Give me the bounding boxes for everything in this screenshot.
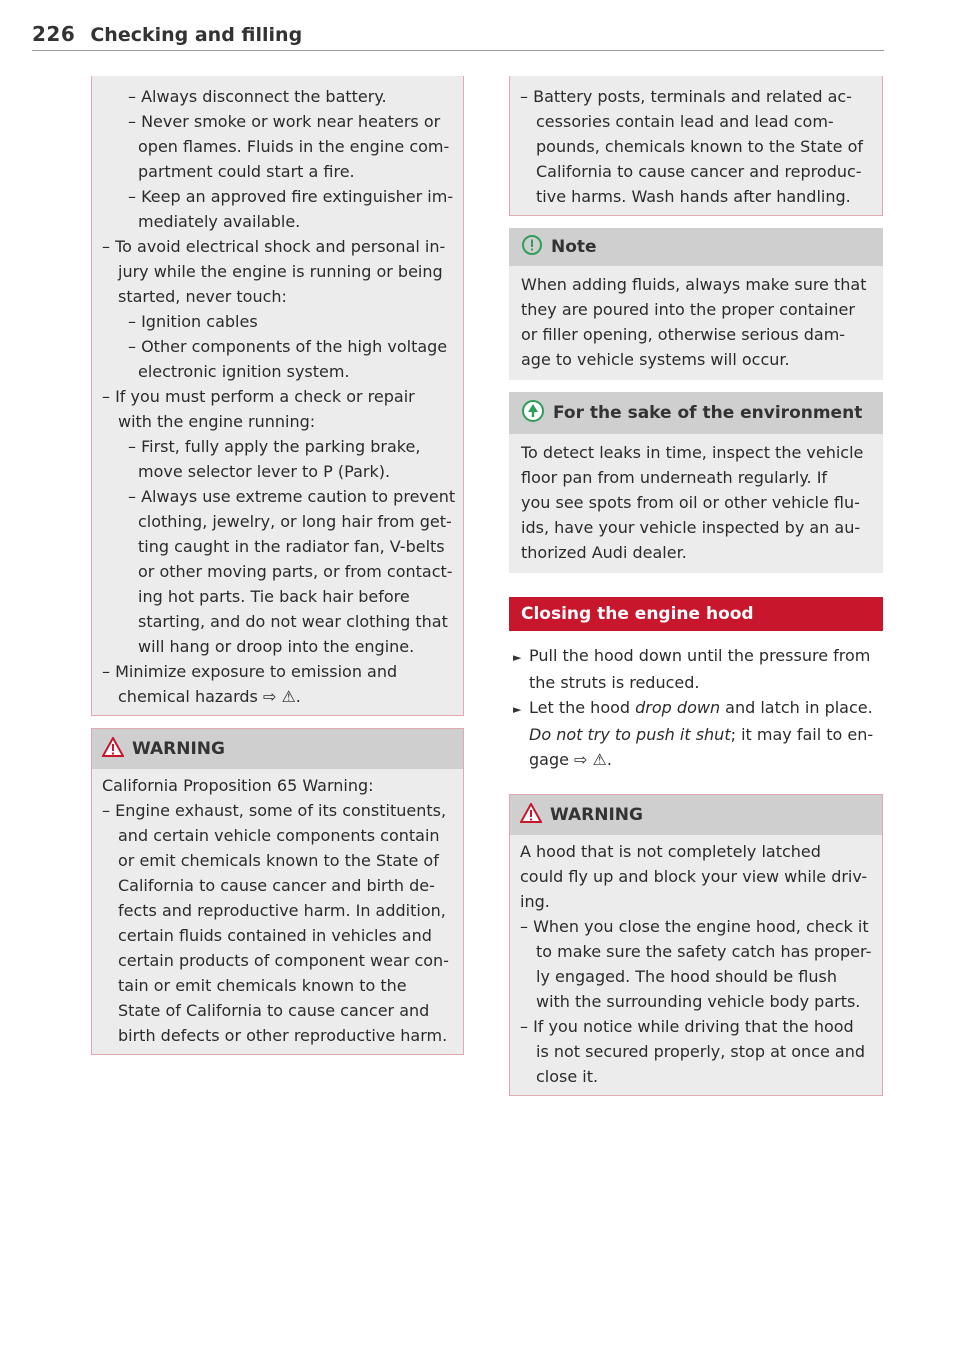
step-line: ► Let the hood drop down and latch in place.: [513, 695, 883, 722]
text-line: – Engine exhaust, some of its constituents,: [102, 801, 447, 820]
text-line: When adding fluids, always make sure that: [521, 275, 867, 294]
text-line: certain fluids contained in vehicles and: [118, 926, 432, 945]
text-line: with the engine running:: [118, 412, 316, 431]
text-line: thorized Audi dealer.: [521, 543, 687, 562]
page-number: 226: [32, 22, 76, 46]
text-line: – When you close the engine hood, check it: [520, 917, 869, 936]
hood-warning-box: [509, 794, 883, 1096]
closing-hood-heading: Closing the engine hood: [509, 597, 883, 631]
text-line: ing hot parts. Tie back hair before: [138, 587, 410, 606]
warning-body: [92, 769, 463, 1054]
note-block: [509, 228, 883, 380]
text-line: – Ignition cables: [128, 312, 258, 331]
warning-triangle-icon: [520, 803, 542, 828]
warning-title: WARNING: [132, 739, 225, 759]
warning-header: [510, 795, 882, 835]
text-line: move selector lever to P (Park).: [138, 462, 391, 481]
text-line: is not secured properly, stop at once and: [536, 1042, 865, 1061]
note-body: [509, 266, 883, 380]
text-line: – Battery posts, terminals and related ac-: [520, 87, 852, 106]
text-line: certain products of component wear con-: [118, 951, 449, 970]
text-line: and certain vehicle components contain: [118, 826, 440, 845]
text-line: floor pan from underneath regularly. If: [521, 468, 828, 487]
page-header: [32, 22, 884, 51]
text-line: – To avoid electrical shock and personal in-: [102, 237, 446, 256]
note-title: Note: [551, 237, 597, 257]
warning-header: [92, 729, 463, 769]
step-line: gage ⇨ ⚠.: [529, 750, 612, 769]
step-line: Do not try to push it shut; it may fail to en-: [529, 725, 874, 744]
right-column: [509, 76, 883, 1096]
text-line: – If you notice while driving that the hood: [520, 1017, 854, 1036]
tree-circle-icon: [521, 399, 545, 428]
text-line: or other moving parts, or from contact-: [138, 562, 453, 581]
triangle-arrow-icon: ►: [513, 651, 522, 664]
step-line: ► Pull the hood down until the pressure from: [513, 643, 883, 670]
text-line: ids, have your vehicle inspected by an au-: [521, 518, 861, 537]
warning-triangle-icon: [102, 737, 124, 762]
text-line: – If you must perform a check or repair: [102, 387, 415, 406]
text-line: electronic ignition system.: [138, 362, 350, 381]
text-line: chemical hazards ⇨ ⚠.: [118, 687, 301, 706]
text-line: tain or emit chemicals known to the: [118, 976, 407, 995]
safety-continued-box: [91, 76, 464, 716]
text-line: close it.: [536, 1067, 599, 1086]
environment-header: [509, 392, 883, 434]
text-line: California to cause cancer and birth de-: [118, 876, 435, 895]
text-line: to make sure the safety catch has proper-: [536, 942, 872, 961]
text-line: they are poured into the proper container: [521, 300, 855, 319]
left-column: [91, 76, 464, 1055]
warning-body: [510, 835, 882, 1095]
text-line: cessories contain lead and lead com-: [536, 112, 834, 131]
environment-body: [509, 434, 883, 573]
text-line: A hood that is not completely latched: [520, 842, 821, 861]
text-line: starting, and do not wear clothing that: [138, 612, 448, 631]
text-line: – First, fully apply the parking brake,: [128, 437, 421, 456]
text-line: partment could start a fire.: [138, 162, 355, 181]
text-line: California Proposition 65 Warning:: [102, 776, 374, 795]
text-line: ly engaged. The hood should be flush: [536, 967, 837, 986]
triangle-arrow-icon: ►: [513, 703, 522, 716]
text-line: started, never touch:: [118, 287, 287, 306]
text-line: open flames. Fluids in the engine com-: [138, 137, 450, 156]
battery-warning-box: [509, 76, 883, 216]
text-line: with the surrounding vehicle body parts.: [536, 992, 861, 1011]
text-line: – Never smoke or work near heaters or: [128, 112, 441, 131]
text-line: State of California to cause cancer and: [118, 1001, 430, 1020]
text-line: tive harms. Wash hands after handling.: [536, 187, 851, 206]
text-line: will hang or droop into the engine.: [138, 637, 415, 656]
text-line: birth defects or other reproductive harm.: [118, 1026, 448, 1045]
warning-title: WARNING: [550, 805, 643, 825]
text-line: – Always disconnect the battery.: [128, 87, 387, 106]
text-line: – Minimize exposure to emission and: [102, 662, 398, 681]
text-line: clothing, jewelry, or long hair from get-: [138, 512, 452, 531]
prop65-warning-box: [91, 728, 464, 1055]
exclamation-circle-icon: [521, 234, 543, 261]
text-line: or filler opening, otherwise serious dam-: [521, 325, 846, 344]
environment-block: [509, 392, 883, 573]
text-line: fects and reproductive harm. In addition,: [118, 901, 446, 920]
text-line: To detect leaks in time, inspect the vehicle: [521, 443, 864, 462]
environment-title: For the sake of the environment: [553, 403, 863, 423]
text-line: you see spots from oil or other vehicle flu-: [521, 493, 860, 512]
text-line: jury while the engine is running or being: [118, 262, 443, 281]
text-line: or emit chemicals known to the State of: [118, 851, 439, 870]
text-line: ting caught in the radiator fan, V-belts: [138, 537, 445, 556]
text-line: pounds, chemicals known to the State of: [536, 137, 864, 156]
text-line: – Keep an approved fire extinguisher im-: [128, 187, 454, 206]
text-line: California to cause cancer and reproduc-: [536, 162, 862, 181]
text-line: mediately available.: [138, 212, 301, 231]
step-line: the struts is reduced.: [529, 673, 700, 692]
text-line: age to vehicle systems will occur.: [521, 350, 790, 369]
text-line: – Always use extreme caution to prevent: [128, 487, 456, 506]
closing-hood-steps: [509, 643, 883, 772]
note-header: [509, 228, 883, 266]
text-line: – Other components of the high voltage: [128, 337, 448, 356]
text-line: ing.: [520, 892, 550, 911]
section-title: Checking and filling: [90, 24, 303, 46]
text-line: could fly up and block your view while driv-: [520, 867, 868, 886]
